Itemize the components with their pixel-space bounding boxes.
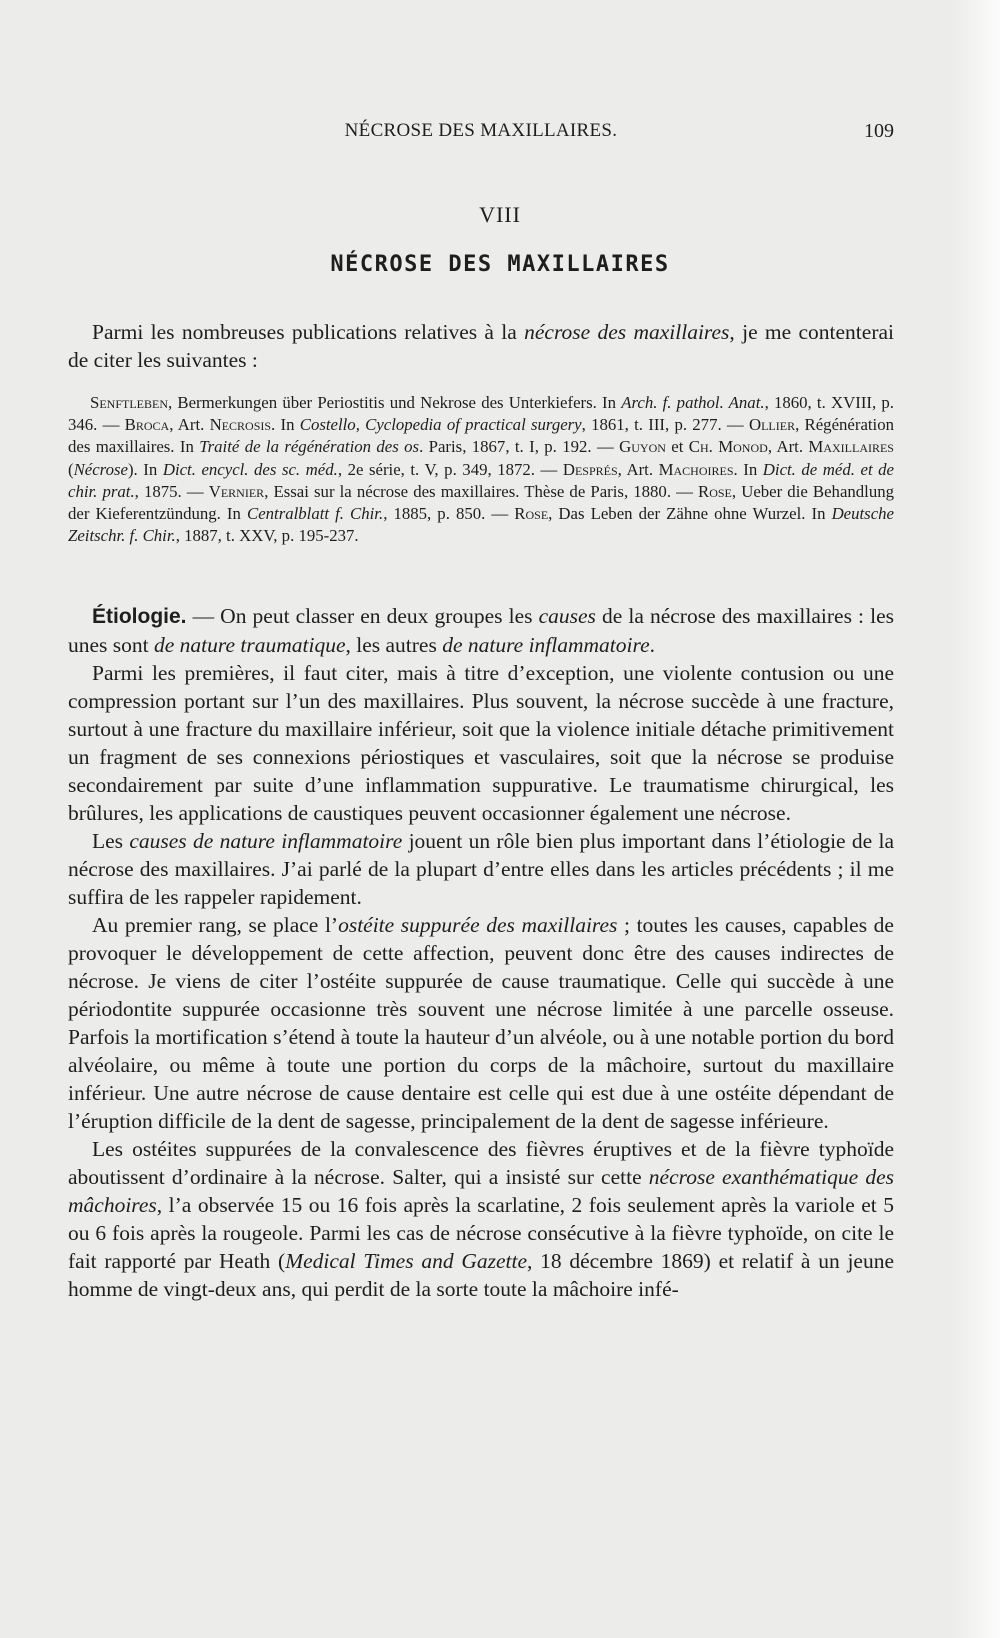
- paragraph-text: Les: [92, 829, 130, 853]
- page-number: 109: [864, 120, 894, 142]
- intro-paragraph: [68, 318, 894, 374]
- bib-author: Rose: [698, 481, 732, 501]
- bib-journal: Costello, Cyclopedia of practical surgery: [299, 415, 582, 435]
- bib-author: Després: [562, 459, 618, 479]
- bib-text: et: [665, 437, 689, 457]
- intro-text: Parmi les nombreuses publications relatives à la: [92, 320, 525, 344]
- bib-text: (: [68, 459, 74, 479]
- paragraph-text: , 18 décembre 1869) et relatif à un jeune homme de vingt-deux ans, qui perdit de la sorte toute la mâchoire infé-: [68, 1249, 895, 1301]
- bib-text: . In: [733, 459, 763, 479]
- paragraph-osteite: [68, 911, 894, 1135]
- bibliography: [68, 392, 894, 547]
- paragraph-traumatic: Parmi les premières, il faut citer, mais à titre d’exception, une violente contusion ou une compression portant sur l’un des maxillaires. Plus souvent, la nécrose succède à une fracture, surtout à une fracture du maxillaire inférieur, soit que la violence initiale détache primitivement un fragment de ses connexions périostiques et vasculaires, soit que la nécrose se produise secondairement par suite d’une inflammation suppurative. Le traumatisme chirurgical, les brûlures, les applications de caustiques peuvent occasionner également une nécrose.: [68, 661, 894, 825]
- paragraph-text: ; toutes les causes, capables de provoquer le développement de cette affection, peuvent donc être des causes indirectes de nécrose. Je viens de citer l’ostéite suppurée de cause traumatique. Celle qui succède à une périodontite suppurée occasionne très souvent une nécrose limitée à une parcelle osseuse. Parfois la mortification s’étend à toute la hauteur d’un alvéole, ou à une notable portion du bord alvéolaire, ou même à toute une portion du corps de la mâchoire, surtout du maxillaire inférieur. Une autre nécrose de cause dentaire est celle qui est due à une ostéite dépendant de l’éruption difficile de la dent de sagesse, principalement de la dent de sagesse inférieure.: [68, 913, 894, 1133]
- paragraph-italic: de nature traumatique: [154, 633, 346, 657]
- bib-text: , Bermerkungen über Periostitis und Nekrose des Unterkiefers. In: [168, 393, 622, 412]
- paragraph-text: , l’a observée 15 ou 16 fois après la scarlatine, 2 fois seulement après la variole et 5 ou 6 fois après la rougeole. Parmi les cas de nécrose consécutive à la fièvre typhoïde, on cite le fait rapporté par Heath (: [68, 1193, 894, 1273]
- paragraph-text: .: [649, 633, 655, 657]
- bib-text: , Régénération des maxillaires. In: [68, 415, 894, 457]
- bib-journal: Dict. de méd. et de chir. prat.: [68, 459, 894, 501]
- body-text: [68, 602, 894, 1303]
- bib-text: , Essai sur la nécrose des maxillaires. Thèse de Paris, 1880. —: [264, 481, 699, 501]
- paragraph-text: jouent un rôle bien plus important dans l’étiologie de la nécrose des maxillaires. J’ai parlé de la plupart d’entre elles dans les articles précédents ; il me suffira de les rappeler rapidement.: [68, 829, 895, 909]
- bib-text: . In: [271, 415, 300, 435]
- bib-text: , Das Leben der Zähne ohne Wurzel. In: [548, 504, 832, 524]
- bib-text: , Art.: [169, 415, 210, 435]
- paragraph-text: de la nécrose des maxillaires : les unes sont: [68, 604, 894, 657]
- bib-text: , Art.: [617, 459, 659, 479]
- bib-text: , 2e série, t. V, p. 349, 1872. —: [337, 459, 563, 479]
- running-title: NÉCROSE DES MAXILLAIRES.: [344, 120, 618, 141]
- bib-text: , 1887, t. XXV, p. 195-237.: [175, 526, 359, 546]
- bib-subtitle: Nécrose: [73, 459, 128, 479]
- paragraph-italic: causes de nature inflammatoire: [129, 829, 403, 853]
- bib-text: . Paris, 1867, t. I, p. 192. —: [419, 437, 620, 457]
- paragraph-inflammatory: [68, 827, 894, 911]
- running-head: [68, 120, 894, 150]
- bib-text: , 1885, p. 850. —: [383, 504, 515, 524]
- bib-author: Rose: [514, 504, 549, 524]
- intro-italic: nécrose des maxillaires: [524, 320, 730, 344]
- intro-text-end: , je me contenterai de citer les suivantes :: [68, 320, 894, 372]
- bib-text: ). In: [127, 459, 163, 479]
- section-number: VIII: [479, 202, 521, 227]
- paragraph-italic: nécrose exanthématique des mâchoires: [68, 1165, 894, 1217]
- bib-author: Ollier: [748, 415, 796, 435]
- bib-text: , 1875. —: [134, 481, 209, 501]
- bib-article: Maxillaires: [808, 437, 894, 457]
- bib-author: Guyon: [619, 437, 666, 457]
- paragraph-italic: Medical Times and Gazette: [285, 1249, 528, 1273]
- paragraph-italic: de nature inflammatoire: [442, 633, 650, 657]
- paragraph-italic: ostéite suppurée des maxillaires: [338, 913, 618, 937]
- bib-author: Senftleben: [90, 393, 168, 412]
- bib-text: , Art.: [767, 437, 809, 457]
- chapter-title: NÉCROSE DES MAXILLAIRES: [330, 252, 670, 277]
- paragraph-text: — On peut classer en deux groupes les: [186, 604, 539, 628]
- bib-article: Machoires: [658, 459, 734, 479]
- bib-journal: Centralblatt f. Chir.: [247, 504, 384, 524]
- paragraph-text: Au premier rang, se place l’: [92, 913, 339, 937]
- bib-text: , Ueber die Behandlung der Kieferentzündung. In: [68, 481, 895, 524]
- bib-journal: Deutsche Zeitschr. f. Chir.: [68, 504, 895, 546]
- bib-author: Ch. Monod: [688, 437, 768, 457]
- bib-author: Broca: [124, 415, 170, 435]
- bib-article: Necrosis: [209, 415, 272, 435]
- paragraph-italic: causes: [538, 604, 596, 628]
- paragraph-fievres: [68, 1135, 894, 1303]
- bib-text: , 1861, t. III, p. 277. —: [581, 415, 749, 435]
- bib-journal: Traité de la régénération des os: [199, 437, 420, 457]
- paragraph-etiologie: [68, 602, 894, 659]
- bib-journal: Dict. encycl. des sc. méd.: [162, 459, 338, 479]
- paragraph-text: , les autres: [345, 633, 443, 657]
- section-heading-etiologie: Étiologie.: [92, 605, 187, 628]
- paragraph-text: Les ostéites suppurées de la convalescence des fièvres éruptives et de la fièvre typhoïde aboutissent d’ordinaire à la nécrose. Salter, qui a insisté sur cette: [68, 1137, 894, 1189]
- bib-author: Vernier: [208, 481, 265, 501]
- bib-journal: Arch. f. pathol. Anat.: [621, 393, 765, 412]
- bib-text: , 1860, t. XVIII, p. 346. —: [68, 393, 894, 435]
